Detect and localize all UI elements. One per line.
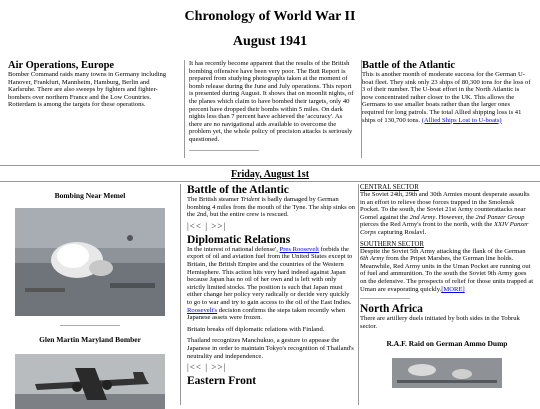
southern-text-a: Despite the Soviet 5th Army attacking the flank of the German (360, 247, 526, 255)
intro-atlantic-body: This is another month of moderate success for the German U-boat fleet. They sink only 23 ships of 80,300 tons for the loss of 3 of their number. The U-boat effort in the North Atlantic is now concentrated rather closer to the UK. This allows the Germans to use smaller boats rather than the larger ones required for long patrols. The total Allied shipping loss is 41 ships of 130,700 tons. (362, 71, 531, 124)
day-heading: Friday, August 1st (230, 169, 310, 180)
intro-atlantic-text (362, 71, 532, 124)
divider (0, 165, 540, 166)
central-text-b: . However, the (435, 213, 476, 221)
divider (189, 150, 259, 151)
roosevelt-link[interactable]: Pres Roosevelt (279, 245, 319, 253)
diplomatic-text-b: forbids the export of oil and aviation fuel from the United States except to Britain, the British Empire and the countries of the Western Hemisphere. This action hits very hard indeed against Japan because Japan has no oil of her own and is left with only strictly limited stocks. The position is such that Japan must either change her policy very radically or decide very quickly to go to war and try to gain access to the oil of the East Indies. (187, 245, 353, 306)
southern-sector-heading: SOUTHERN SECTOR (360, 240, 424, 248)
nav-arrows[interactable]: |<< | >>| (187, 220, 227, 231)
raf-image (392, 358, 502, 388)
central-text-a: The Soviet 24th, 29th and 30th Armies mount desperate assaults in an effort to relieve those forces trapped in the Smolensk Pocket. To the south, the Soviet 21st Army counterattacks near Gomel against the (360, 191, 530, 221)
photo-column (0, 184, 181, 405)
atlantic-text (187, 196, 355, 219)
central-sector-text (360, 191, 534, 237)
central-corps: XXIV Panzer Corps (360, 221, 529, 236)
intro-air-heading: Air Operations, Europe (8, 60, 115, 71)
diplomatic-heading: Diplomatic Relations (187, 233, 291, 246)
more-link[interactable]: [MORE] (441, 285, 465, 293)
north-africa-text: There are artillery duels initiated by both sides in the Tobruk sector. (360, 315, 520, 330)
central-army2: 2nd Army (409, 213, 436, 221)
intro-butt-report (184, 60, 362, 158)
photo-caption-maryland: Glen Martin Maryland Bomber (39, 335, 141, 344)
southern-sector-text (360, 248, 534, 294)
page-subtitle: August 1941 (232, 34, 308, 49)
intro-air-operations (8, 60, 174, 109)
intro-air-text: Bomber Command raids many towns in Germany including Hanover, Frankfurt, Mannheim, Hamburg, Berlin and Karlsruhe. There are also sweeps by fighters and fighter-bombers over northern France and the Low Countries. Rotterdam is among the targets for these operations. (8, 71, 167, 109)
finland-text: Britain breaks off diplomatic relations with Finland. (187, 325, 325, 333)
north-africa-heading: North Africa (360, 303, 423, 316)
bombing-image (15, 208, 165, 316)
right-column (360, 184, 534, 388)
central-sector-heading: CENTRAL SECTOR (360, 184, 419, 191)
intro-atlantic (362, 60, 532, 124)
atlantic-text-b: is badly damaged by German bombing 4 miles from the mouth of the Tyne. The ship sinks on the 2nd, but the entire crew is rescued. (187, 196, 355, 219)
divider (0, 181, 540, 182)
southern-text-b: from the Pripet Marshes, the German line holds. Meanwhile, Red Army units in the Uman Pocket are running out of fuel and ammunition. To the south the Soviet 9th Army goes on the defensive. The prospects of relief for those units trapped at Uman are evaporating quickly. (360, 255, 534, 293)
atlantic-text-a: The British steamer (187, 196, 241, 203)
photo-caption-memel: Bombing Near Memel (54, 191, 126, 200)
raf-photo[interactable] (392, 358, 502, 388)
southern-army6: 6th Army (360, 255, 385, 263)
central-text-c: pierces the Red Army's front to the north, with the (360, 221, 494, 229)
bomber-image (15, 354, 165, 409)
central-text-d: capturing Roslavl. (376, 228, 427, 236)
middle-column (184, 184, 359, 405)
page-title: Chronology of World War II (184, 9, 356, 24)
intro-atlantic-heading: Battle of the Atlantic (362, 60, 456, 71)
intro-butt-text: It has recently become apparent that the results of the British bombing offensive have been very poor. The Butt Report is prepared from studying photographs taken at the moment of bomb release during the June and July operations. This report is presented during August. It shows that on moonlit nights, of the planes which claim to have bombed their targets, only 40 percent have dropped their bombs within 5 miles. On dark nights less than 7 percent have achieved the 'accuracy'. As there are no navigational aids available to overcome the problem yet, the whole policy of precision attacks is seriously questioned. (189, 60, 354, 143)
photo-caption-raf: R.A.F. Raid on German Ammo Dump (386, 339, 508, 349)
thailand-text: Thailand recognizes Manchukuo, a gesture to appease the Japanese in order to maintain Tokyo's recognition of Thailand's neutrality and independence. (187, 337, 354, 360)
nav-arrows-2[interactable]: |<< | >>| (187, 362, 227, 373)
roosevelts-link[interactable]: Roosevelt's (187, 306, 218, 314)
diplomatic-text-a: In the interest of national defense', (187, 245, 280, 253)
bombing-photo[interactable] (15, 208, 165, 316)
allied-ships-link[interactable]: (Allied Ships Lost to U-boats) (421, 116, 502, 124)
central-panzer2: 2nd Panzer Group (475, 213, 525, 221)
eastern-front-heading: Eastern Front (187, 375, 257, 388)
diplomatic-text-c: decision confirms the steps taken recently when Japanese assets were frozen. (187, 306, 346, 322)
bomber-photo[interactable] (15, 354, 165, 409)
ship-name: Trident (240, 196, 260, 203)
atlantic-heading: Battle of the Atlantic (187, 184, 289, 196)
diplomatic-text (187, 246, 355, 322)
